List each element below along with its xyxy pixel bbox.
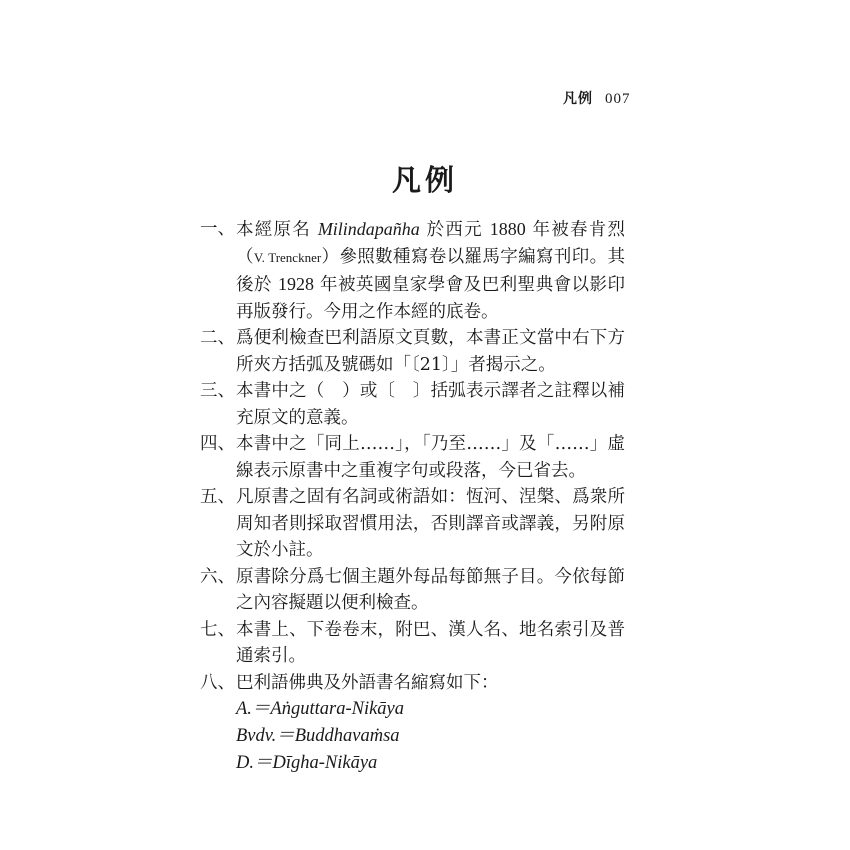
list-item-3 — [200, 378, 625, 431]
list-item-4 — [200, 431, 625, 484]
text-fragment: ）參照數種寫卷以羅馬字編寫刊印。其後於 — [236, 246, 626, 295]
text-fragment: 於西元 — [419, 220, 490, 240]
list-item-1 — [200, 216, 625, 325]
page-title: 凡例 — [391, 163, 458, 197]
item-text: 巴利語佛典及外語書名縮寫如下： — [236, 672, 499, 693]
item-text — [236, 216, 625, 325]
text-fragment: 年被春肯烈（ — [236, 220, 625, 267]
item-marker: 五、 — [200, 487, 235, 507]
text-fragment: 本經原名 — [236, 220, 318, 240]
item-marker: 四、 — [200, 434, 235, 454]
year: 1928 — [277, 274, 314, 294]
conventions-list — [200, 216, 625, 777]
item-marker: 一、 — [200, 219, 235, 239]
item-text: 本書中之（ ）或〔 〕括弧表示譯者之註釋以補充原文的意義。 — [236, 381, 625, 428]
year: 1880 — [489, 219, 526, 239]
item-text: 本書中之「同上……」，「乃至……」及「……」虛線表示原書中之重複字句或段落，今已省去。 — [236, 434, 625, 481]
list-item-2 — [200, 325, 625, 378]
author-name: V. Trenckner — [253, 249, 322, 265]
item-text: 原書除分爲七個主題外每品每節無子目。今依每節之內容擬題以便利檢查。 — [236, 566, 625, 613]
running-header — [563, 88, 631, 108]
abbreviation-entry: Bvdv.＝Buddhavaṁsa — [236, 726, 400, 746]
item-text: 凡原書之固有名詞或術語如：恆河、涅槃、爲衆所周知者則採取習慣用法，否則譯音或譯義，另附原文於小註。 — [236, 487, 625, 560]
item-text: 爲便利檢查巴利語原文頁數，本書正文當中右下方所夾方括弧及號碼如「〔21〕」者揭示之。 — [236, 328, 625, 375]
list-item-8 — [200, 670, 625, 697]
list-item-6 — [200, 564, 625, 617]
abbreviation-entry: D.＝Dīgha-Nikāya — [236, 753, 378, 773]
book-title-italic: Milindapañha — [317, 219, 420, 239]
item-marker: 二、 — [200, 328, 235, 348]
text-fragment: 年被英國皇家學會及巴利聖典會以影印再版發行。今用之作本經的底卷。 — [236, 275, 625, 322]
page-number: 007 — [605, 91, 631, 107]
list-item-7 — [200, 617, 625, 670]
running-header-section: 凡例 — [563, 91, 593, 107]
item-marker: 七、 — [200, 619, 235, 640]
item-marker: 六、 — [200, 566, 235, 587]
abbreviation-entry: A.＝Aṅguttara-Nikāya — [236, 699, 405, 719]
abbreviation-list — [236, 696, 625, 777]
item-marker: 三、 — [200, 381, 235, 401]
item-text: 本書上、下卷卷末，附巴、漢人名、地名索引及普通索引。 — [236, 619, 625, 666]
list-item-5 — [200, 484, 625, 564]
item-marker: 八、 — [200, 672, 235, 693]
